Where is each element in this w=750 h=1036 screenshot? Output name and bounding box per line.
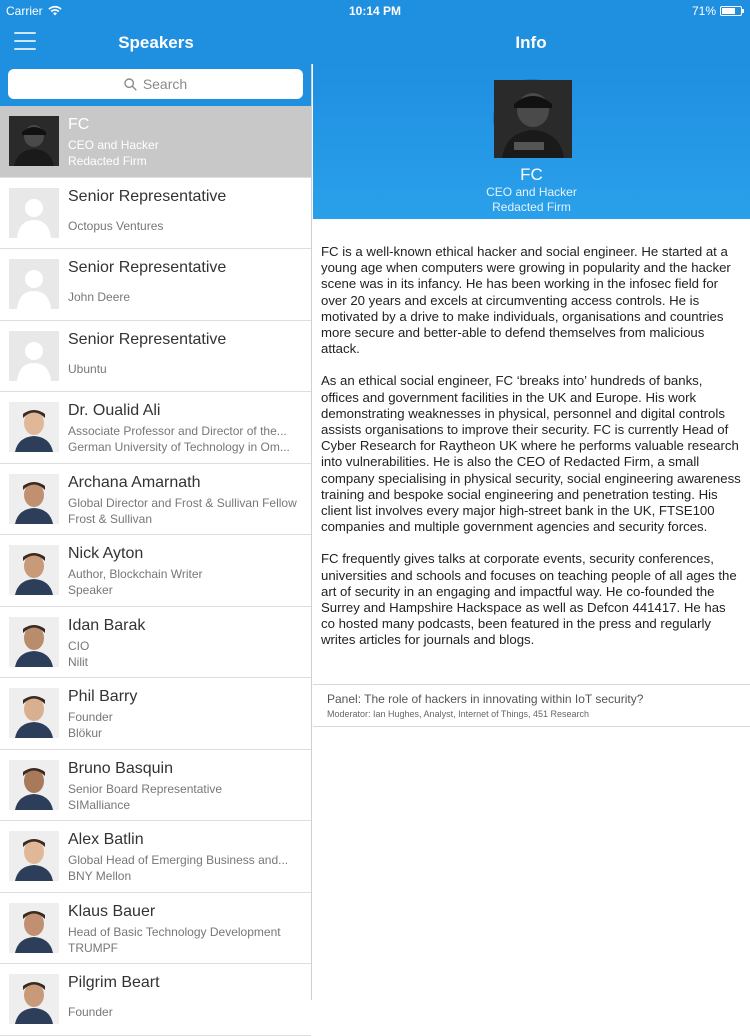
- speaker-role: CEO and Hacker: [68, 138, 159, 152]
- carrier-label: Carrier: [6, 4, 43, 18]
- speaker-company: Speaker: [68, 583, 113, 597]
- profile-bio: [313, 219, 750, 649]
- speaker-role: Octopus Ventures: [68, 218, 164, 233]
- panel-moderator: Moderator: Ian Hughes, Analyst, Internet of Things, 451 Research: [327, 709, 589, 719]
- speaker-name: Dr. Oualid Ali: [68, 402, 161, 419]
- battery-indicator: [692, 4, 742, 18]
- speaker-row[interactable]: [0, 178, 311, 250]
- speaker-role: Senior Board Representative: [68, 781, 223, 796]
- speaker-role: CIO: [68, 638, 90, 653]
- avatar: [9, 974, 59, 1024]
- avatar: [9, 188, 59, 238]
- avatar: [9, 903, 59, 953]
- speaker-company: BNY Mellon: [68, 869, 132, 883]
- speaker-company: Nilit: [68, 654, 88, 669]
- avatar: [9, 545, 59, 595]
- speaker-list: [0, 106, 311, 1036]
- speaker-name: Senior Representative: [68, 330, 227, 348]
- clock: 10:14 PM: [348, 4, 402, 18]
- search-input[interactable]: [8, 69, 303, 99]
- speaker-company: Frost & Sullivan: [68, 511, 153, 526]
- speaker-row[interactable]: [0, 964, 311, 1036]
- avatar: [9, 402, 59, 452]
- battery-percent: 71%: [691, 4, 716, 18]
- speaker-name: Senior Representative: [68, 187, 227, 205]
- speaker-row[interactable]: [0, 321, 311, 393]
- search-bar: [0, 64, 311, 106]
- speaker-row[interactable]: [0, 249, 311, 321]
- info-panel: [313, 64, 750, 1000]
- profile-company: Redacted Firm: [492, 200, 571, 214]
- speaker-name: Phil Barry: [68, 688, 138, 705]
- search-icon: [124, 78, 137, 91]
- avatar: [9, 831, 59, 881]
- bio-paragraph: FC is a well-known ethical hacker and social engineer. He started at a young age when computers were growing in popularity and the hacker scene was in its infancy. He has been working in the infosec field for over 20 years and excels at circumventing access controls. He is motivated by a drive to make individuals, organisations and countries more secure and better-able to defend themselves from malicious attack.: [321, 244, 731, 357]
- avatar: [9, 617, 59, 667]
- speaker-role: Global Head of Emerging Business and...: [68, 853, 289, 867]
- session-panel[interactable]: [313, 684, 750, 727]
- speaker-name: Alex Batlin: [68, 831, 144, 848]
- search-placeholder: Search: [142, 76, 188, 92]
- speaker-name: Nick Ayton: [68, 545, 144, 562]
- speaker-row[interactable]: [0, 106, 311, 178]
- avatar: [9, 474, 59, 524]
- navigation-bar: [0, 22, 750, 64]
- speaker-role: Founder: [68, 710, 113, 724]
- speaker-company: German University of Technology in Om...: [68, 440, 290, 454]
- speaker-role: Ubuntu: [68, 361, 107, 376]
- speaker-role: Founder: [68, 1005, 113, 1019]
- speaker-role: Author, Blockchain Writer: [68, 567, 203, 581]
- profile-name: FC: [520, 165, 543, 184]
- speakers-title: Speakers: [118, 33, 194, 52]
- avatar: [9, 331, 59, 381]
- battery-fill: [722, 8, 735, 14]
- speaker-row[interactable]: [0, 893, 311, 965]
- battery-icon: [720, 6, 742, 16]
- speakers-panel: [0, 64, 312, 1019]
- speaker-row[interactable]: [0, 821, 311, 893]
- speaker-row[interactable]: [0, 392, 311, 464]
- speaker-row[interactable]: [0, 750, 311, 822]
- profile-header: [313, 64, 750, 219]
- speaker-name: Pilgrim Beart: [68, 974, 160, 991]
- avatar: [9, 116, 59, 166]
- bio-paragraph: As an ethical social engineer, FC ‘breaks into’ hundreds of banks, offices and government facilities in the UK and Europe. His work demonstrating weaknesses in physical, personnel and digital controls assists organisations to improve their security. FC is currently Head of Cyber Research for Raytheon UK where he performs valuable research into vulnerabilities. He is also the CEO of Redacted Firm, a small company specialising in physical security, social engineering awareness training and bespoke social engineering and penetration testing. His client list involves every major high-street bank in the UK, FTSE100 companies and multiple government agencies and security forces.: [321, 373, 741, 535]
- info-title: Info: [515, 33, 547, 52]
- speaker-name: Idan Barak: [68, 616, 146, 634]
- bio-paragraph: FC frequently gives talks at corporate events, security conferences, universities and schools and focuses on teaching people of all ages the art of security in an engaging and impactful way. He co-founded the Surrey and Hampshire Hackspace as well as Defcon 441417. He has co hosted many podcasts, been featured in the press and regularly writes articles for journals and blogs.: [321, 551, 737, 648]
- speaker-row[interactable]: [0, 678, 311, 750]
- speaker-row[interactable]: [0, 535, 311, 607]
- speaker-name: Klaus Bauer: [68, 902, 156, 920]
- speaker-company: TRUMPF: [68, 940, 118, 955]
- speaker-company: Blökur: [68, 726, 103, 740]
- profile-title: CEO and Hacker: [486, 185, 577, 199]
- profile-avatar: [493, 79, 571, 157]
- speaker-company: Redacted Firm: [68, 154, 147, 168]
- avatar: [9, 688, 59, 738]
- status-bar: [0, 0, 750, 22]
- speaker-role: Associate Professor and Director of the...: [68, 424, 287, 438]
- speaker-role: John Deere: [68, 290, 131, 304]
- speaker-company: SIMalliance: [68, 797, 131, 812]
- avatar: [9, 760, 59, 810]
- avatar: [9, 259, 59, 309]
- speaker-role: Global Director and Frost & Sullivan Fellow: [68, 495, 297, 510]
- speaker-name: Archana Amarnath: [68, 473, 201, 491]
- speaker-name: Senior Representative: [68, 259, 227, 276]
- speaker-row[interactable]: [0, 607, 311, 679]
- speaker-name: Bruno Basquin: [68, 759, 173, 777]
- speaker-row[interactable]: [0, 464, 311, 536]
- speaker-role: Head of Basic Technology Development: [68, 924, 281, 939]
- panel-title: Panel: The role of hackers in innovating within IoT security?: [327, 692, 644, 706]
- speaker-name: FC: [68, 116, 90, 133]
